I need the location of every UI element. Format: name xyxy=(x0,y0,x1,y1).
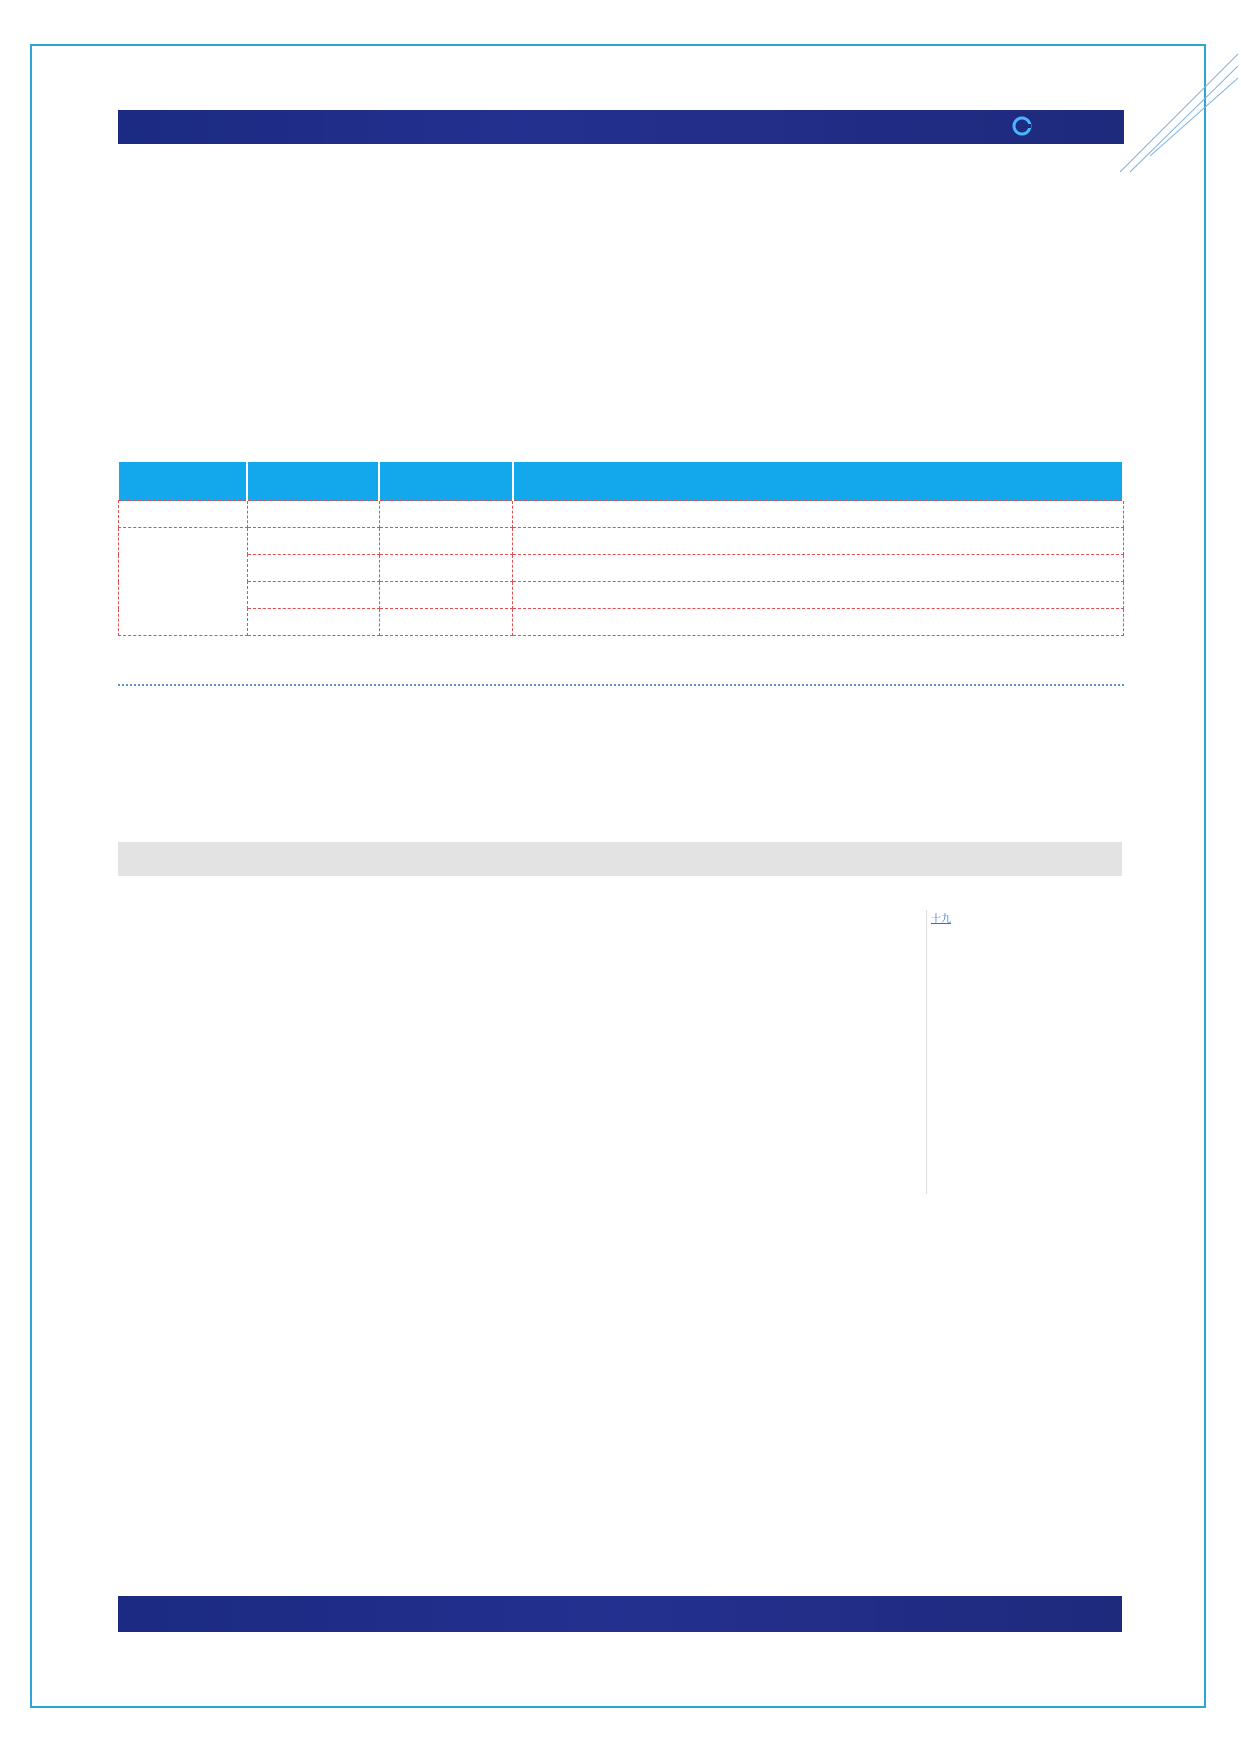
sector-cell xyxy=(119,528,248,636)
rec-cell xyxy=(513,555,1123,582)
quote-panel xyxy=(926,910,1123,1194)
sector-cell xyxy=(119,501,248,528)
contract-cell xyxy=(247,555,379,582)
rec-cell xyxy=(513,609,1123,636)
quote-tab[interactable]: 十九 xyxy=(931,914,951,925)
contract-cell xyxy=(247,528,379,555)
corner-decoration xyxy=(1120,44,1240,174)
view-cell xyxy=(379,609,513,636)
page-frame xyxy=(30,44,1206,1708)
view-cell xyxy=(379,555,513,582)
contract-cell xyxy=(247,609,379,636)
rec-cell xyxy=(513,582,1123,609)
table-row xyxy=(119,582,1124,609)
view-cell xyxy=(379,528,513,555)
brand-logo-icon xyxy=(1012,116,1032,136)
section-separator xyxy=(118,684,1124,686)
category-nav xyxy=(118,842,1122,876)
contract-cell xyxy=(247,582,379,609)
footer-banner xyxy=(118,1596,1122,1632)
table-header-row xyxy=(119,462,1124,501)
candlestick-chart xyxy=(156,930,926,1194)
chart-toolbar xyxy=(118,912,918,928)
table-row xyxy=(119,555,1124,582)
table-row xyxy=(119,528,1124,555)
view-cell xyxy=(379,501,513,528)
contract-cell xyxy=(247,501,379,528)
table-header xyxy=(379,462,513,501)
view-cell xyxy=(379,582,513,609)
table-header xyxy=(119,462,248,501)
header-banner xyxy=(118,110,1124,144)
table-header xyxy=(513,462,1123,501)
table-row xyxy=(119,501,1124,528)
table-row xyxy=(119,609,1124,636)
recommendation-table xyxy=(118,462,1124,636)
rec-cell xyxy=(513,528,1123,555)
rec-cell xyxy=(513,501,1123,528)
table-header xyxy=(247,462,379,501)
